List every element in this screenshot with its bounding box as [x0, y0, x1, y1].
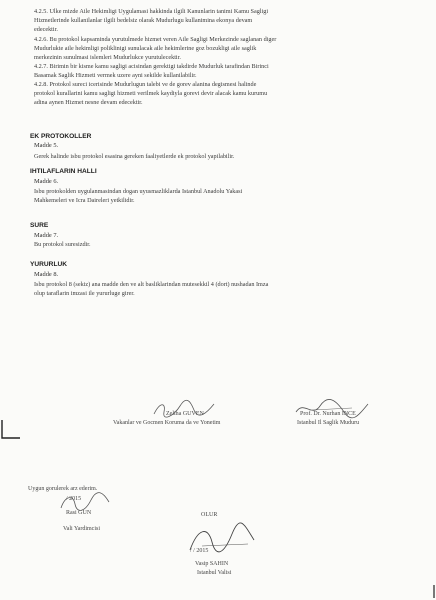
governor-handwritten-signature	[182, 520, 262, 560]
section-text-line: Isbu protokol 8 (sekiz) ana madde den ve alt basliklarindan mutesekkil 4 (dort) nushadan Imza	[34, 281, 269, 288]
right-signatory-title: Istanbul Il Saglik Muduru	[297, 420, 360, 426]
right-handwritten-signature	[292, 398, 372, 420]
section-heading: SURE	[30, 222, 49, 229]
left-signatory-title: Vakanlar ve Gocmen Koruma da ve Yonetim	[113, 420, 221, 426]
madde-number: Madde 5.	[34, 142, 59, 149]
paragraph-line: Basamak Saglik Hizmeti vermek uzere ayni sekilde kullanilabilir.	[34, 72, 197, 79]
paragraph-line: Mudurlukte aile hekimligi poliklinigi sunulacak aile hekimlerine goz bozukligi aile saglik	[34, 45, 257, 52]
governor-name: Vasip SAHIN	[195, 561, 229, 567]
paragraph-line: protokol kurallarini kamu sagligi hizmeti verilmek kaydiyla gorevi devir alacak kamu kurumu	[34, 90, 268, 97]
approval-signatory-title: Vali Yardimcisi	[63, 526, 101, 532]
paragraph-line: 4.2.7. Birimin bir kisme kamu sagligi acisindan gerektigi takdirde Mudurluk tarafindan Birinci	[34, 63, 269, 70]
paragraph-line: 4.2.5. Ulke mizde Aile Hekimligi Uygulamasi hakkinda ilgili Kanunlarin tanimi Kamu Sagligi	[34, 8, 269, 15]
left-signatory-name: Zeliha GUVEN	[166, 411, 204, 417]
madde-number: Madde 7.	[34, 232, 59, 239]
left-corner-mark	[0, 420, 20, 440]
paragraph-line: Hizmetlerinde kullanilanlar ilgili bedelsiz olarak Mudurlugu kullanimina ekonya devam	[34, 17, 253, 24]
section-text-line: Mahkemeleri ve Icra Daireleri yetkilidir.	[34, 197, 135, 204]
approval-date: / 2015	[66, 496, 82, 502]
section-heading: IHTILAFLARIN HALLI	[30, 168, 97, 175]
governor-title: Istanbul Valisi	[197, 570, 232, 576]
section-heading: YURURLUK	[30, 261, 67, 268]
approval-signatory-name: Rasi GUN	[66, 510, 92, 516]
right-signatory-name: Prof. Dr. Nurhan INCE	[300, 411, 356, 417]
paragraph-line: merkezinin sunulmasi islemleri Mudurlukce yurutulecektir.	[34, 54, 181, 61]
paragraph-line: 4.2.8. Protokol sureci icerisinde Mudurlugun talebi ve de gorev alanina degismesi halinde	[34, 81, 257, 88]
left-handwritten-signature	[150, 398, 220, 420]
paragraph-line: edecektir.	[34, 26, 58, 33]
approval-handwritten-signature	[55, 490, 115, 514]
section-text-line: Bu protokol suresizdir.	[34, 241, 91, 248]
madde-number: Madde 6.	[34, 178, 59, 185]
section-text-line: olup taraflarin imzasi ile yururluge girer.	[34, 290, 135, 297]
section-text-line: Isbu protokolden uygulanmasindan dogan uyusmazliklarda Istanbul Anadolu Yakasi	[34, 188, 243, 195]
olur-label: OLUR	[201, 512, 218, 518]
madde-number: Madde 8.	[34, 271, 59, 278]
paragraph-line: adina aynen Hizmet nesne devam edecektir.	[34, 99, 143, 106]
right-corner-mark	[418, 585, 436, 600]
section-heading: EK PROTOKOLLER	[30, 133, 92, 140]
section-text-line: Gerek halinde isbu protokol esasina gereken faaliyetlerde ek protokol yapilabilir.	[34, 153, 235, 160]
paragraph-line: 4.2.6. Bu protokol kapsaminda yurutulmede hizmet veren Aile Sagligi Merkezinde saglanan diger	[34, 36, 277, 43]
approval-note: Uygun gorulerek arz ederim.	[28, 486, 98, 492]
olur-date: / / 2015	[190, 548, 209, 554]
